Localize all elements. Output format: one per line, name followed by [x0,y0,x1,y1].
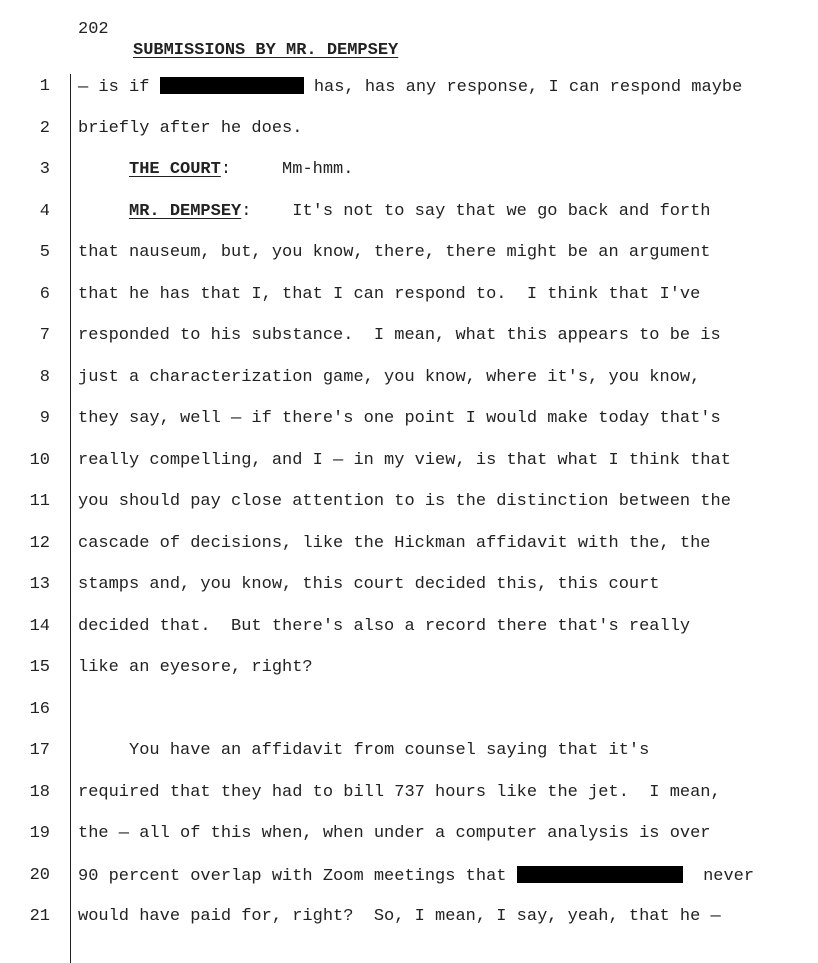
line-text-segment: has, has any response, I can respond maybe [303,78,743,97]
transcript-line [78,409,721,428]
line-text-segment: responded to his substance. I mean, what this appears to be is [78,326,721,345]
line-number: 2 [39,118,50,138]
redaction-block [160,77,304,94]
section-heading: SUBMISSIONS BY MR. DEMPSEY [133,41,399,60]
line-number: 7 [39,326,50,345]
line-number: 12 [29,533,50,553]
transcript-line [78,534,711,553]
transcript-line [78,783,721,802]
line-text-segment: never [682,866,755,886]
line-number: 16 [29,699,50,719]
line-text-segment: briefly after he does. [78,118,303,138]
transcript-line [78,368,700,387]
margin-rule [70,74,71,963]
transcript-line [78,492,731,511]
line-text-segment: : It's not to say that we go back and forth [241,201,711,221]
transcript-line [78,326,721,345]
line-number: 1 [39,77,50,96]
line-number: 19 [29,824,50,843]
line-text-segment [78,160,129,179]
line-number: 5 [39,243,50,262]
line-text-segment: would have paid for, right? So, I mean, I say, yeah, that he — [78,907,721,926]
transcript-line [78,77,742,97]
line-text-segment: : Mm-hmm. [220,160,354,179]
line-number: 10 [29,450,50,470]
line-number: 4 [39,201,50,221]
line-number: 15 [29,658,50,677]
line-text-segment: just a characterization game, you know, where it's, you know, [78,367,701,387]
line-text-segment: they say, well — if there's one point I would make today that's [78,409,721,428]
transcript-line [78,160,353,179]
line-number: 18 [29,782,50,802]
line-text-segment: You have an affidavit from counsel saying that it's [78,741,650,760]
transcript-line [78,285,700,304]
transcript-line [78,617,690,636]
line-text-segment: the — all of this when, when under a computer analysis is over [78,824,711,843]
line-number: 9 [39,409,50,428]
transcript-line [78,202,711,221]
line-number: 6 [39,284,50,304]
transcript-line [78,658,313,677]
line-number: 3 [39,160,50,179]
redaction-block [517,866,683,883]
line-number: 21 [29,907,50,926]
line-text-segment: cascade of decisions, like the Hickman affidavit with the, the [78,533,711,553]
line-number: 14 [29,616,50,636]
transcript-line [78,575,660,594]
line-number: 11 [29,492,50,511]
transcript-line [78,243,711,262]
line-number: 20 [29,865,50,885]
transcript-line [78,119,302,138]
transcript-line [78,866,754,886]
speaker-label: MR. DEMPSEY [129,201,242,221]
line-text-segment: decided that. But there's also a record there that's really [78,616,691,636]
line-text-segment: — is if [78,78,160,97]
line-text-segment: 90 percent overlap with Zoom meetings that [78,866,517,886]
page-number: 202 [78,20,109,39]
line-text-segment: like an eyesore, right? [78,658,313,677]
transcript-line [78,824,711,843]
line-number: 8 [39,367,50,387]
line-text-segment: that he has that I, that I can respond to. I think that I've [78,284,701,304]
line-number: 13 [29,575,50,594]
line-text-segment: that nauseum, but, you know, there, there might be an argument [78,243,711,262]
transcript-line [78,451,731,470]
line-text-segment: required that they had to bill 737 hours like the jet. I mean, [78,782,721,802]
speaker-label: THE COURT [129,160,221,179]
line-number: 17 [29,741,50,760]
line-text-segment: stamps and, you know, this court decided this, this court [78,575,660,594]
line-text-segment [78,202,129,221]
line-text-segment: really compelling, and I — in my view, is that what I think that [78,450,731,470]
transcript-line [78,907,721,926]
line-text-segment: you should pay close attention to is the distinction between the [78,492,731,511]
transcript-line [78,741,649,760]
